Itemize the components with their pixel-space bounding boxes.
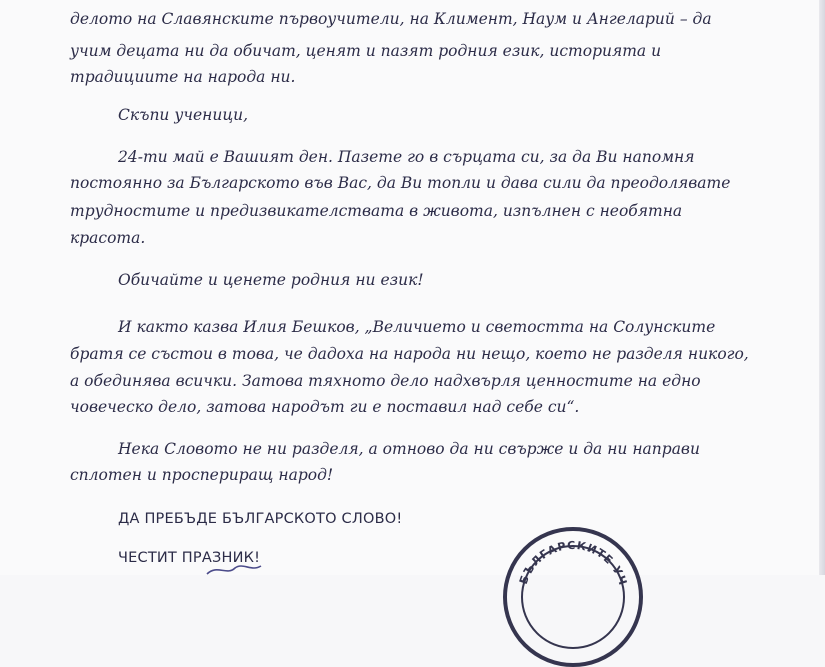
- letter-line-14: Нека Словото не ни разделя, а отново да ни свърже и да ни направи: [118, 440, 700, 458]
- salutation: Скъпи ученици,: [118, 106, 249, 124]
- letter-line-13: човеческо дело, затова народът ги е поставил над себе си“.: [70, 398, 580, 416]
- letter-line-10: И както казва Илия Бешков, „Величието и светостта на Солунските: [118, 318, 716, 336]
- school-stamp: [503, 527, 643, 667]
- letter-line-11: братя се състои в това, че дадоха на народа ни нещо, което не разделя никого,: [70, 345, 749, 363]
- page-edge: [819, 0, 825, 575]
- stamp-text-ring: [503, 527, 643, 667]
- letter-line-3: традициите на народа ни.: [70, 68, 296, 86]
- signature-mark: [205, 560, 265, 578]
- letter-line-5: 24-ти май е Вашият ден. Пазете го в сърцата си, за да Ви напомня: [118, 148, 695, 166]
- stamp-text: БЪЛГАРСКИТЕ УЧ: [516, 538, 630, 588]
- closing-line-1: ДА ПРЕБЪДЕ БЪЛГАРСКОТО СЛОВО!: [118, 511, 403, 527]
- letter-line-12: а обединява всички. Затова тяхното дело надхвърля ценностите на едно: [70, 372, 701, 390]
- letter-line-7: трудностите и предизвикателствата в живота, изпълнен с необятна: [70, 202, 683, 220]
- letter-line-15: сплотен и проспериращ народ!: [70, 466, 334, 484]
- closing-line-2: ЧЕСТИТ ПРАЗНИК!: [118, 550, 261, 566]
- letter-line-2: учим децата ни да обичат, ценят и пазят родния език, историята и: [70, 42, 662, 60]
- letter-line-8: красота.: [70, 229, 146, 247]
- letter-line-9: Обичайте и ценете родния ни език!: [118, 271, 424, 289]
- letter-line-1: делото на Славянските първоучители, на Климент, Наум и Ангеларий – да: [70, 10, 712, 28]
- svg-text:БЪЛГАРСКИТЕ УЧ: [517, 539, 630, 588]
- letter-line-6: постоянно за Българското във Вас, да Ви топли и дава сили да преодолявате: [70, 174, 731, 192]
